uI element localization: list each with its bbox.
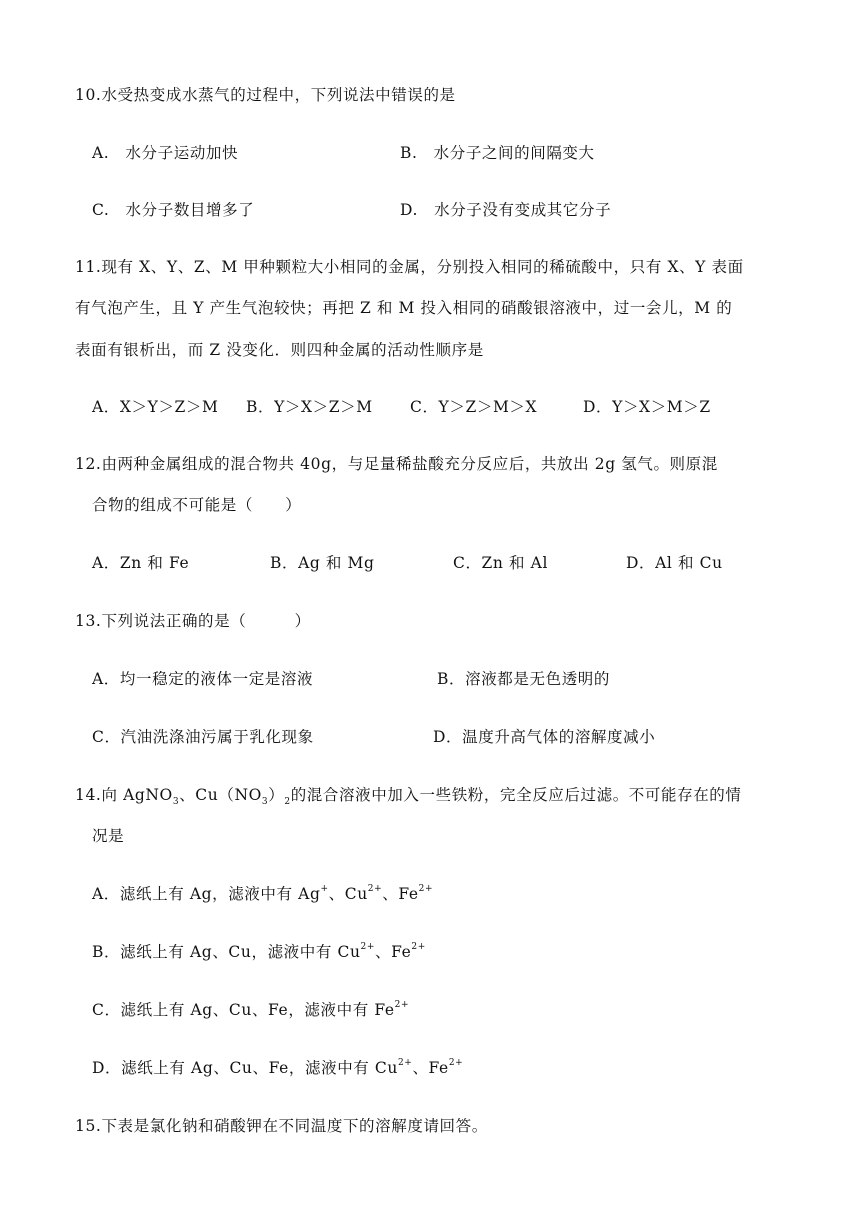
- q14-option-d-text: D．滤纸上有 Ag、Cu、Fe，滤液中有 Cu: [92, 1059, 398, 1077]
- q12-option-b: B．Ag 和 Mg: [270, 554, 375, 572]
- q14-option-a-text: 、Fe: [382, 885, 419, 903]
- ion-charge: 2+: [397, 1057, 413, 1068]
- q13-option-d: D．温度升高气体的溶解度减小: [433, 728, 656, 746]
- ion-charge: 2+: [394, 999, 410, 1010]
- q14-text-part: 、Cu（NO: [179, 786, 262, 804]
- q13-stem: 13.下列说法正确的是（ ）: [75, 612, 311, 630]
- ion-charge: 2+: [360, 941, 376, 952]
- q10-stem: 10.水受热变成水蒸气的过程中，下列说法中错误的是: [75, 86, 456, 104]
- q11-option-c: C．Y＞Z＞M＞X: [410, 398, 538, 416]
- q15-stem: 15.下表是氯化钠和硝酸钾在不同温度下的溶解度请回答。: [75, 1117, 488, 1135]
- q12-line-2: 合物的组成不可能是（ ）: [92, 496, 302, 514]
- q11-option-a: A．X＞Y＞Z＞M: [92, 398, 219, 416]
- ion-charge: 2+: [418, 883, 434, 894]
- q10-option-b: B. 水分子之间的间隔变大: [400, 144, 595, 162]
- ion-charge: 2+: [411, 941, 426, 952]
- q12-option-a: A．Zn 和 Fe: [92, 554, 190, 572]
- q14-subscript: 2: [284, 797, 291, 808]
- q14-subscript: 3: [172, 797, 180, 808]
- q14-option-b-text: 、Fe: [375, 943, 412, 961]
- q11-option-b: B．Y＞X＞Z＞M: [246, 398, 373, 416]
- q14-option-b-text: B．滤纸上有 Ag、Cu，滤液中有 Cu: [92, 943, 361, 961]
- q11-line-1: 11.现有 X、Y、Z、M 甲种颗粒大小相同的金属，分别投入相同的稀硫酸中，只有 X、Y 表面: [75, 258, 744, 276]
- q10-option-a: A. 水分子运动加快: [92, 144, 239, 162]
- q13-option-a: A．均一稳定的液体一定是溶液: [92, 670, 314, 688]
- q11-line-3: 表面有银析出，而 Z 没变化．则四种金属的活动性顺序是: [75, 341, 484, 359]
- q14-option-d: [92, 1058, 463, 1078]
- q14-subscript: 3: [261, 797, 269, 808]
- q10-option-c: C. 水分子数目增多了: [92, 201, 255, 219]
- q13-option-c: C．汽油洗涤油污属于乳化现象: [92, 728, 314, 746]
- q14-option-a: [92, 884, 433, 904]
- ion-charge: 2+: [448, 1057, 464, 1068]
- ion-charge: +: [320, 883, 329, 894]
- q10-option-d: D. 水分子没有变成其它分子: [400, 201, 612, 219]
- q14-option-c-text: C．滤纸上有 Ag、Cu、Fe，滤液中有 Fe: [92, 1001, 395, 1019]
- q14-option-d-text: 、Fe: [412, 1059, 449, 1077]
- q14-option-b: [92, 942, 426, 962]
- q14-line-2: 况是: [92, 827, 125, 845]
- q14-text-part: ）: [268, 786, 285, 804]
- q14-text-part: 的混合溶液中加入一些铁粉，完全反应后过滤。不可能存在的情: [290, 786, 742, 804]
- q12-option-c: C．Zn 和 Al: [453, 554, 549, 572]
- q14-line-1: [75, 785, 742, 808]
- q14-option-a-text: A．滤纸上有 Ag，滤液中有 Ag: [92, 885, 321, 903]
- q11-option-d: D．Y＞X＞M＞Z: [583, 398, 711, 416]
- q14-option-a-text: 、Cu: [328, 885, 368, 903]
- q12-line-1: 12.由两种金属组成的混合物共 40g，与足量稀盐酸充分反应后，共放出 2g 氢气。则原混: [75, 455, 718, 473]
- q13-option-b: B．溶液都是无色透明的: [437, 670, 610, 688]
- q11-line-2: 有气泡产生，且 Y 产生气泡较快；再把 Z 和 M 投入相同的硝酸银溶液中，过一会儿，M 的: [75, 299, 733, 317]
- q14-text-part: 14.向 AgNO: [75, 786, 173, 804]
- q14-option-c: [92, 1000, 409, 1020]
- ion-charge: 2+: [367, 883, 383, 894]
- q12-option-d: D．Al 和 Cu: [626, 554, 723, 572]
